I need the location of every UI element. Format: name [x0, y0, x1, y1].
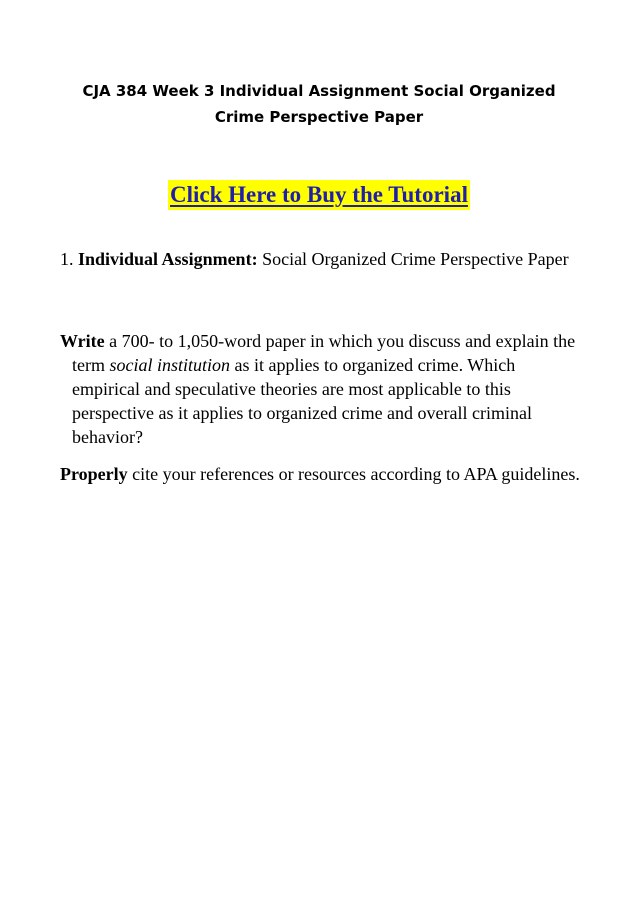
item-text: Social Organized Crime Perspective Paper: [262, 249, 569, 269]
properly-text: cite your references or resources according to APA guidelines.: [132, 464, 580, 484]
properly-lead: Properly: [60, 464, 128, 484]
title-line-2: Crime Perspective Paper: [214, 108, 424, 126]
buy-tutorial-link[interactable]: Click Here to Buy the Tutorial: [168, 180, 470, 210]
buy-link-container: [60, 180, 578, 210]
write-lead: Write: [60, 331, 105, 351]
write-text-after: as it applies to organized crime. Which empirical and speculative theories are most applicable to this perspective as it applies to organized crime and overall criminal behavior?: [72, 355, 532, 447]
write-paragraph: [60, 329, 582, 449]
title-line-1: CJA 384 Week 3 Individual Assignment Social Organized: [82, 82, 556, 100]
document-title: [60, 78, 578, 130]
item-label: Individual Assignment:: [78, 249, 258, 269]
assignment-item: [60, 247, 582, 271]
properly-paragraph: [60, 462, 582, 486]
write-emphasis: social institution: [109, 355, 231, 375]
item-number: 1.: [60, 249, 74, 269]
write-text-before: a 700- to 1,050-word paper in which you discuss and explain the term: [72, 331, 576, 375]
